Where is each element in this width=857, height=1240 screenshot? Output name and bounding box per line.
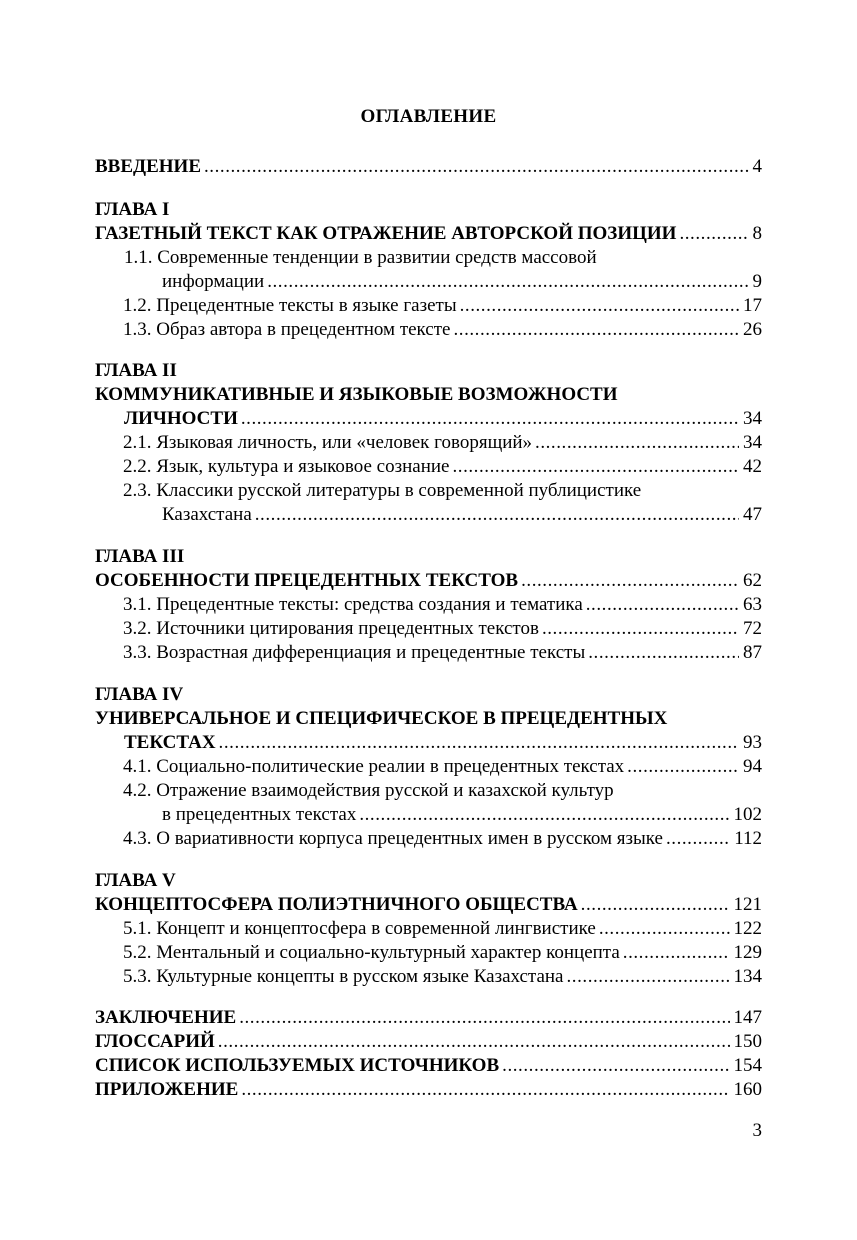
toc-entry-3-3[interactable]: 3.3. Возрастная дифференциация и прецедентные тексты . . . 87 xyxy=(123,641,762,665)
toc-entry-intro[interactable]: ВВЕДЕНИЕ . . . 4 xyxy=(95,155,762,179)
toc-entry-4-2-cont[interactable]: в прецедентных текстах . . . 102 xyxy=(162,803,762,827)
toc-entry-4-2[interactable]: 4.2. Отражение взаимодействия русской и казахской культур xyxy=(123,780,614,801)
toc-entry-ch2-title-cont[interactable]: ЛИЧНОСТИ . . . 34 xyxy=(124,407,762,431)
chapter-3-heading: ГЛАВА III xyxy=(95,546,185,567)
toc-entry-appendix[interactable]: ПРИЛОЖЕНИЕ . . . 160 xyxy=(95,1078,762,1102)
toc-entry-1-2[interactable]: 1.2. Прецедентные тексты в языке газеты . . . 17 xyxy=(123,294,762,318)
toc-entry-ch4-title[interactable]: УНИВЕРСАЛЬНОЕ И СПЕЦИФИЧЕСКОЕ В ПРЕЦЕДЕНТНЫХ xyxy=(95,708,668,729)
toc-entry-ch5-title[interactable]: КОНЦЕПТОСФЕРА ПОЛИЭТНИЧНОГО ОБЩЕСТВА . . . 121 xyxy=(95,893,762,917)
toc-entry-2-3-cont[interactable]: Казахстана . . . 47 xyxy=(162,503,762,527)
toc-entry-1-1[interactable]: 1.1. Современные тенденции в развитии средств массовой xyxy=(124,247,597,268)
toc-entry-1-3[interactable]: 1.3. Образ автора в прецедентном тексте . . . 26 xyxy=(123,318,762,342)
page-number: 3 xyxy=(752,1120,762,1141)
toc-entry-5-3[interactable]: 5.3. Культурные концепты в русском языке Казахстана . . . 134 xyxy=(123,965,762,989)
toc-entry-5-1[interactable]: 5.1. Концепт и концептосфера в современной лингвистике . . . 122 xyxy=(123,917,762,941)
chapter-2-heading: ГЛАВА II xyxy=(95,360,177,381)
toc-entry-3-2[interactable]: 3.2. Источники цитирования прецедентных текстов . . . 72 xyxy=(123,617,762,641)
chapter-5-heading: ГЛАВА V xyxy=(95,870,176,891)
toc-entry-3-1[interactable]: 3.1. Прецедентные тексты: средства создания и тематика . . . 63 xyxy=(123,593,762,617)
toc-entry-sources[interactable]: СПИСОК ИСПОЛЬЗУЕМЫХ ИСТОЧНИКОВ . . . 154 xyxy=(95,1054,762,1078)
chapter-4-heading: ГЛАВА IV xyxy=(95,684,184,705)
toc-entry-2-2[interactable]: 2.2. Язык, культура и языковое сознание . . . 42 xyxy=(123,455,762,479)
toc-entry-2-3[interactable]: 2.3. Классики русской литературы в современной публицистике xyxy=(123,480,642,501)
toc-entry-ch1-title[interactable]: ГАЗЕТНЫЙ ТЕКСТ КАК ОТРАЖЕНИЕ АВТОРСКОЙ ПОЗИЦИИ . . . 8 xyxy=(95,222,762,246)
toc-entry-ch3-title[interactable]: ОСОБЕННОСТИ ПРЕЦЕДЕНТНЫХ ТЕКСТОВ . . . 62 xyxy=(95,569,762,593)
toc-entry-glossary[interactable]: ГЛОССАРИЙ . . . 150 xyxy=(95,1030,762,1054)
chapter-1-heading: ГЛАВА I xyxy=(95,199,170,220)
toc-entry-1-1-cont[interactable]: информации . . . 9 xyxy=(162,270,762,294)
toc-entry-5-2[interactable]: 5.2. Ментальный и социально-культурный характер концепта . . . 129 xyxy=(123,941,762,965)
toc-entry-4-1[interactable]: 4.1. Социально-политические реалии в прецедентных текстах . . . 94 xyxy=(123,755,762,779)
toc-entry-4-3[interactable]: 4.3. О вариативности корпуса прецедентных имен в русском языке . . . 112 xyxy=(123,827,762,851)
toc-entry-ch4-title-cont[interactable]: ТЕКСТАХ . . . 93 xyxy=(124,731,762,755)
toc-entry-conclusion[interactable]: ЗАКЛЮЧЕНИЕ . . . 147 xyxy=(95,1006,762,1030)
toc-entry-2-1[interactable]: 2.1. Языковая личность, или «человек говорящий» . . . 34 xyxy=(123,431,762,455)
page-title: ОГЛАВЛЕНИЕ xyxy=(360,106,497,127)
toc-entry-ch2-title[interactable]: КОММУНИКАТИВНЫЕ И ЯЗЫКОВЫЕ ВОЗМОЖНОСТИ xyxy=(95,384,618,405)
